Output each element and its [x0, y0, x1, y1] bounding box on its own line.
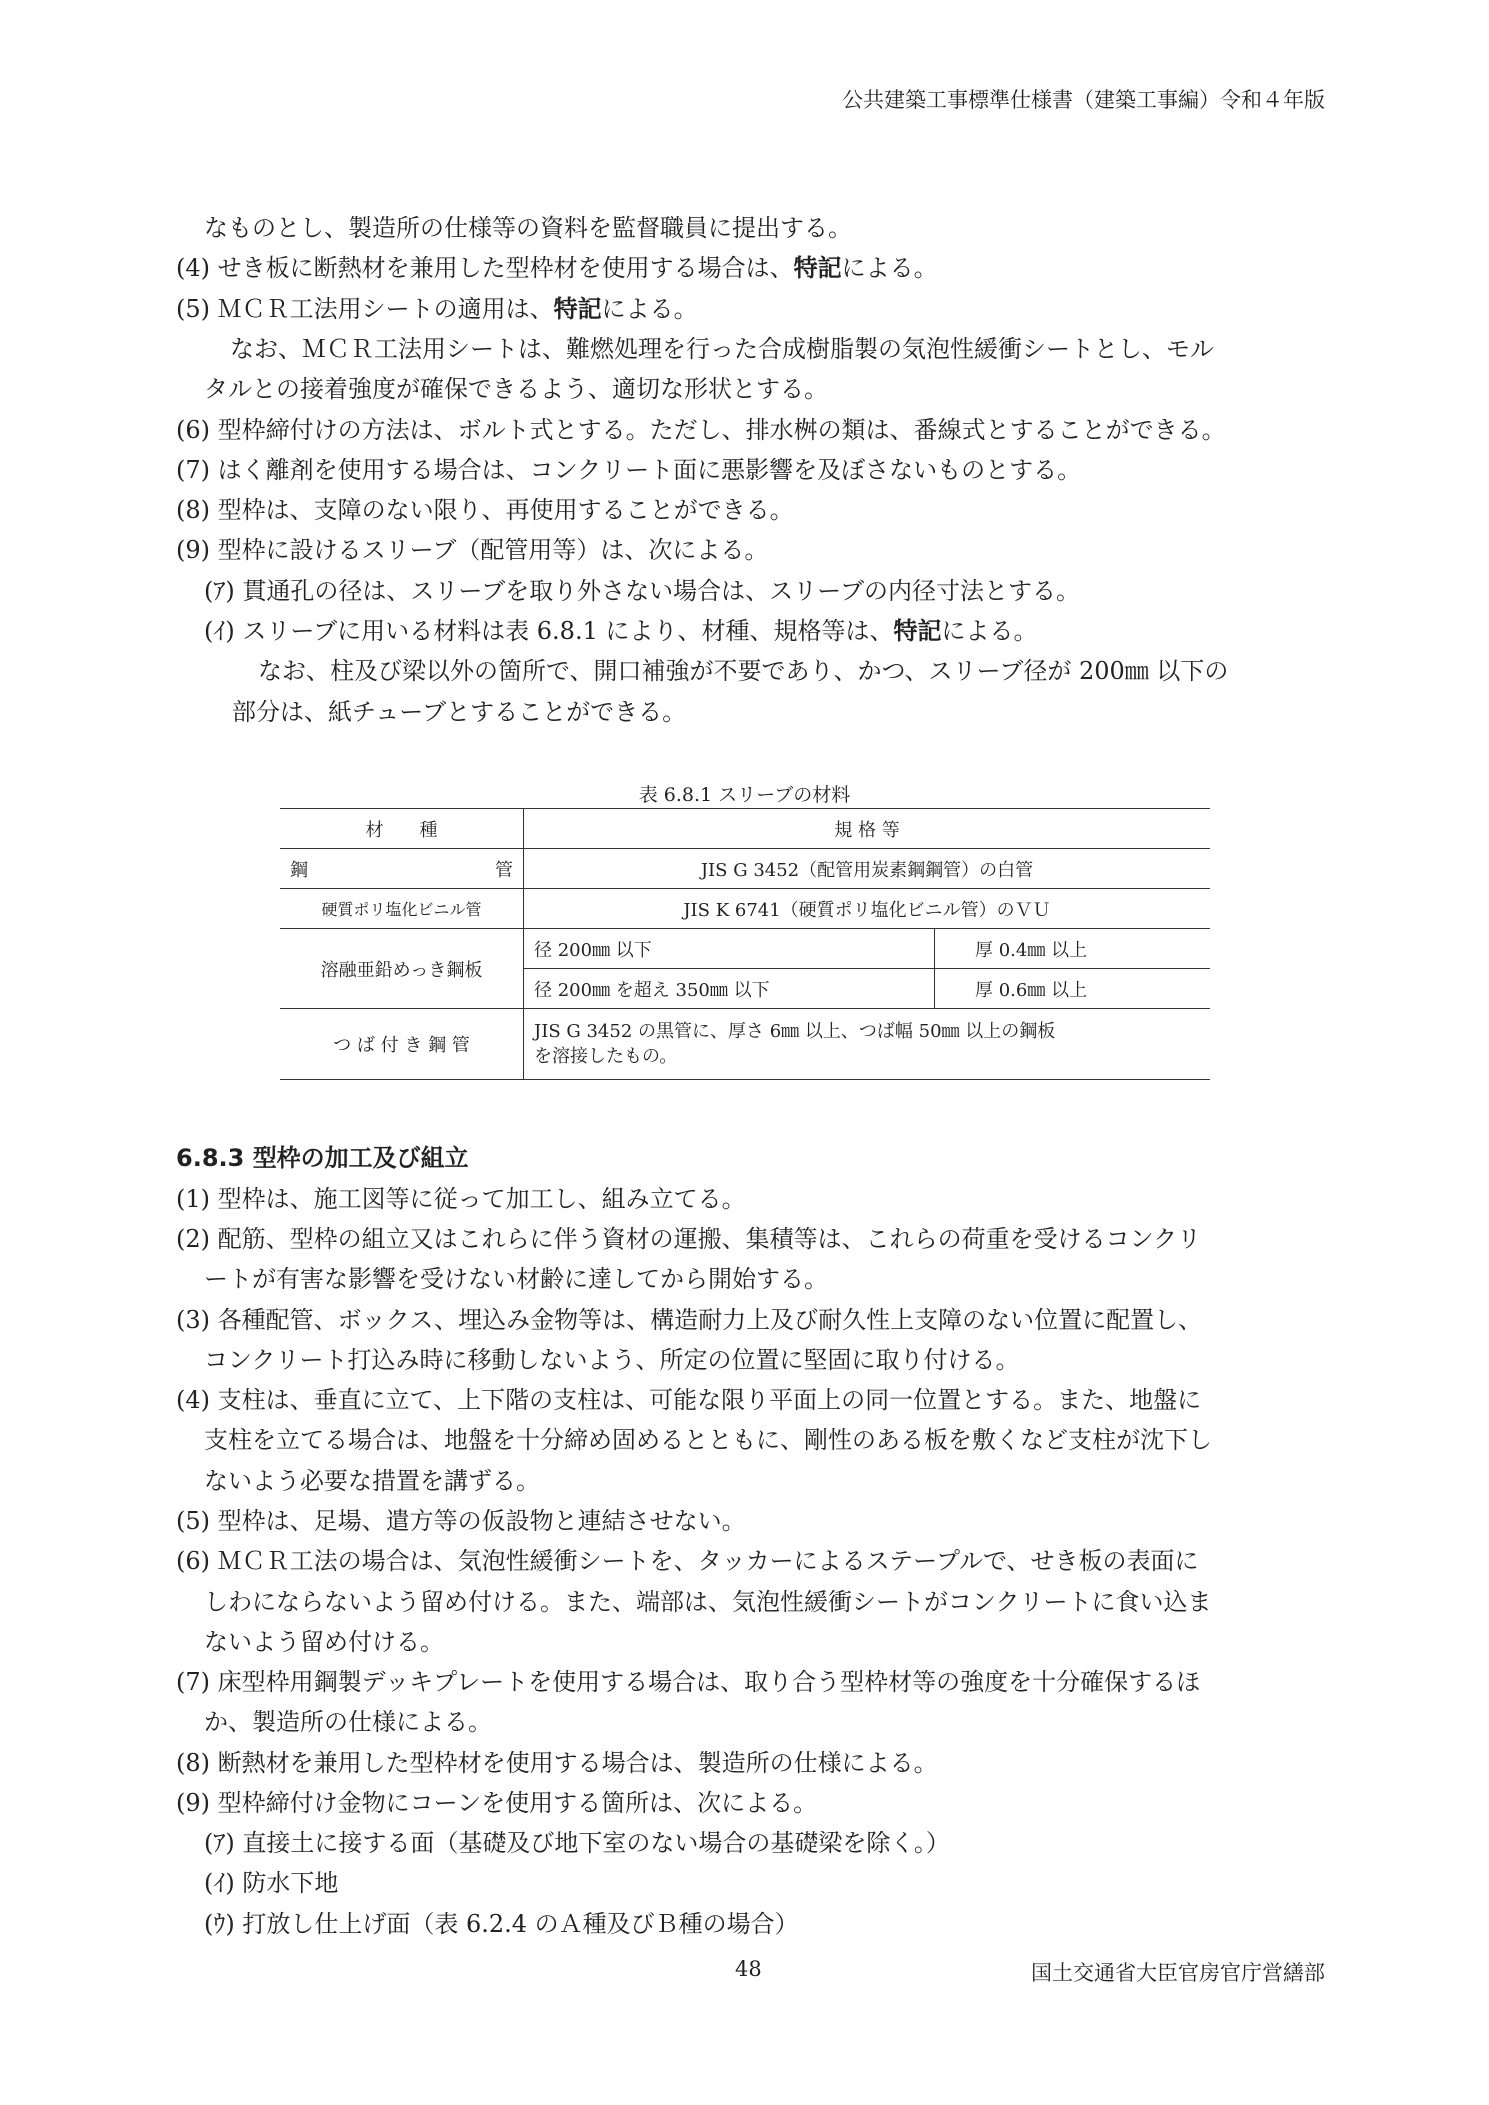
- cell-spec: 径 200㎜ を超え 350㎜ 以下: [524, 969, 935, 1009]
- list-item-4-cont: ないよう必要な措置を講ずる。: [204, 1467, 540, 1495]
- cell-thickness: 厚 0.6㎜ 以上: [935, 969, 1211, 1009]
- cell-material: つ ば 付 き 鋼 管: [280, 1009, 524, 1080]
- list-item-5-note: なお、ＭＣＲ工法用シートは、難燃処理を行った合成樹脂製の気泡性緩衝シートとし、モル: [230, 335, 1214, 363]
- table-caption: 表 6.8.1 スリーブの材料: [638, 784, 851, 806]
- cell-material: 鋼 管: [280, 849, 524, 889]
- sub-item-b-note: 部分は、紙チューブとすることができる。: [232, 698, 687, 726]
- cell-material: 溶融亜鉛めっき鋼板: [280, 929, 524, 1009]
- cell-spec: 径 200㎜ 以下: [524, 929, 935, 969]
- sub-item-a: (ｱ) 貫通孔の径は、スリーブを取り外さない場合は、スリーブの内径寸法とする。: [204, 577, 1080, 605]
- sub-item-b-note: なお、柱及び梁以外の箇所で、開口補強が不要であり、かつ、スリーブ径が 200㎜ 以下の: [258, 657, 1229, 685]
- emphasis: 特記: [793, 254, 842, 282]
- list-item-3-cont: コンクリート打込み時に移動しないよう、所定の位置に堅固に取り付ける。: [204, 1346, 1020, 1374]
- list-item-2: (2) 配筋、型枠の組立又はこれらに伴う資材の運搬、集積等は、これらの荷重を受けるコンクリ: [176, 1225, 1202, 1253]
- list-item-5: (5) ＭＣＲ工法用シートの適用は、特記による。: [176, 295, 698, 323]
- sleeve-material-table: [280, 808, 1210, 1080]
- paragraph-line: なものとし、製造所の仕様等の資料を監督職員に提出する。: [204, 214, 852, 242]
- list-item-9: (9) 型枠締付け金物にコーンを使用する箇所は、次による。: [176, 1789, 818, 1817]
- list-item-4-cont: 支柱を立てる場合は、地盤を十分締め固めるとともに、剛性のある板を敷くなど支柱が沈下し: [204, 1426, 1212, 1454]
- list-item-4: (4) 支柱は、垂直に立て、上下階の支柱は、可能な限り平面上の同一位置とする。また、地盤に: [176, 1386, 1202, 1414]
- sub-item-c: (ｳ) 打放し仕上げ面（表 6.2.4 のＡ種及びＢ種の場合）: [204, 1910, 799, 1938]
- list-item-2-cont: ートが有害な影響を受けない材齢に達してから開始する。: [204, 1265, 828, 1293]
- cell-thickness: 厚 0.4㎜ 以上: [935, 929, 1211, 969]
- list-item-6-cont: しわにならないよう留め付ける。また、端部は、気泡性緩衝シートがコンクリートに食い込ま: [204, 1588, 1212, 1616]
- table-header-row: [280, 809, 1210, 849]
- header-material: 材 種: [280, 809, 524, 849]
- table-row: [280, 1009, 1210, 1080]
- emphasis: 特記: [553, 295, 602, 323]
- sub-item-b: (ｲ) 防水下地: [204, 1869, 339, 1897]
- list-item-9: (9) 型枠に設けるスリーブ（配管用等）は、次による。: [176, 536, 769, 564]
- list-item-6: (6) ＭＣＲ工法の場合は、気泡性緩衝シートを、タッカーによるステープルで、せき板の表面に: [176, 1547, 1199, 1575]
- list-item-8: (8) 型枠は、支障のない限り、再使用することができる。: [176, 496, 794, 524]
- list-item-7: (7) はく離剤を使用する場合は、コンクリート面に悪影響を及ぼさないものとする。: [176, 456, 1082, 484]
- list-item-3: (3) 各種配管、ボックス、埋込み金物等は、構造耐力上及び耐久性上支障のない位置に配置し、: [176, 1306, 1203, 1334]
- list-item-4: (4) せき板に断熱材を兼用した型枠材を使用する場合は、特記による。: [176, 254, 938, 282]
- cell-spec: JIS G 3452（配管用炭素鋼鋼管）の白管: [524, 849, 1211, 889]
- list-item-6: (6) 型枠締付けの方法は、ボルト式とする。ただし、排水桝の類は、番線式とすることができる。: [176, 416, 1226, 444]
- list-item-1: (1) 型枠は、施工図等に従って加工し、組み立てる。: [176, 1185, 746, 1213]
- sub-item-a: (ｱ) 直接土に接する面（基礎及び地下室のない場合の基礎梁を除く。）: [204, 1829, 950, 1857]
- header-spec: 規 格 等: [524, 809, 1211, 849]
- table-row: [280, 929, 1210, 969]
- sub-item-b: (ｲ) スリーブに用いる材料は表 6.8.1 により、材種、規格等は、特記による。: [204, 617, 1038, 645]
- section-heading: 6.8.3 型枠の加工及び組立: [176, 1144, 469, 1172]
- running-header: 公共建築工事標準仕様書（建築工事編）令和４年版: [842, 88, 1325, 112]
- list-item-7-cont: か、製造所の仕様による。: [204, 1708, 492, 1736]
- emphasis: 特記: [893, 617, 942, 645]
- list-item-7: (7) 床型枠用鋼製デッキプレートを使用する場合は、取り合う型枠材等の強度を十分確保するほ: [176, 1668, 1201, 1696]
- table-row: [280, 889, 1210, 929]
- list-item-5-note: タルとの接着強度が確保できるよう、適切な形状とする。: [204, 375, 828, 403]
- list-item-6-cont: ないよう留め付ける。: [204, 1628, 444, 1656]
- table-row: [280, 849, 1210, 889]
- footer-organization: 国土交通省大臣官房官庁営繕部: [1031, 1961, 1325, 1985]
- list-item-5: (5) 型枠は、足場、遣方等の仮設物と連結させない。: [176, 1507, 746, 1535]
- list-item-8: (8) 断熱材を兼用した型枠材を使用する場合は、製造所の仕様による。: [176, 1749, 938, 1777]
- cell-material: 硬質ポリ塩化ビニル管: [280, 889, 524, 929]
- page-number: 48: [735, 1957, 762, 1981]
- cell-spec: JIS G 3452 の黒管に、厚さ 6㎜ 以上、つば幅 50㎜ 以上の鋼板 を溶接したもの。: [524, 1009, 1211, 1080]
- cell-spec: JIS K 6741（硬質ポリ塩化ビニル管）のＶＵ: [524, 889, 1211, 929]
